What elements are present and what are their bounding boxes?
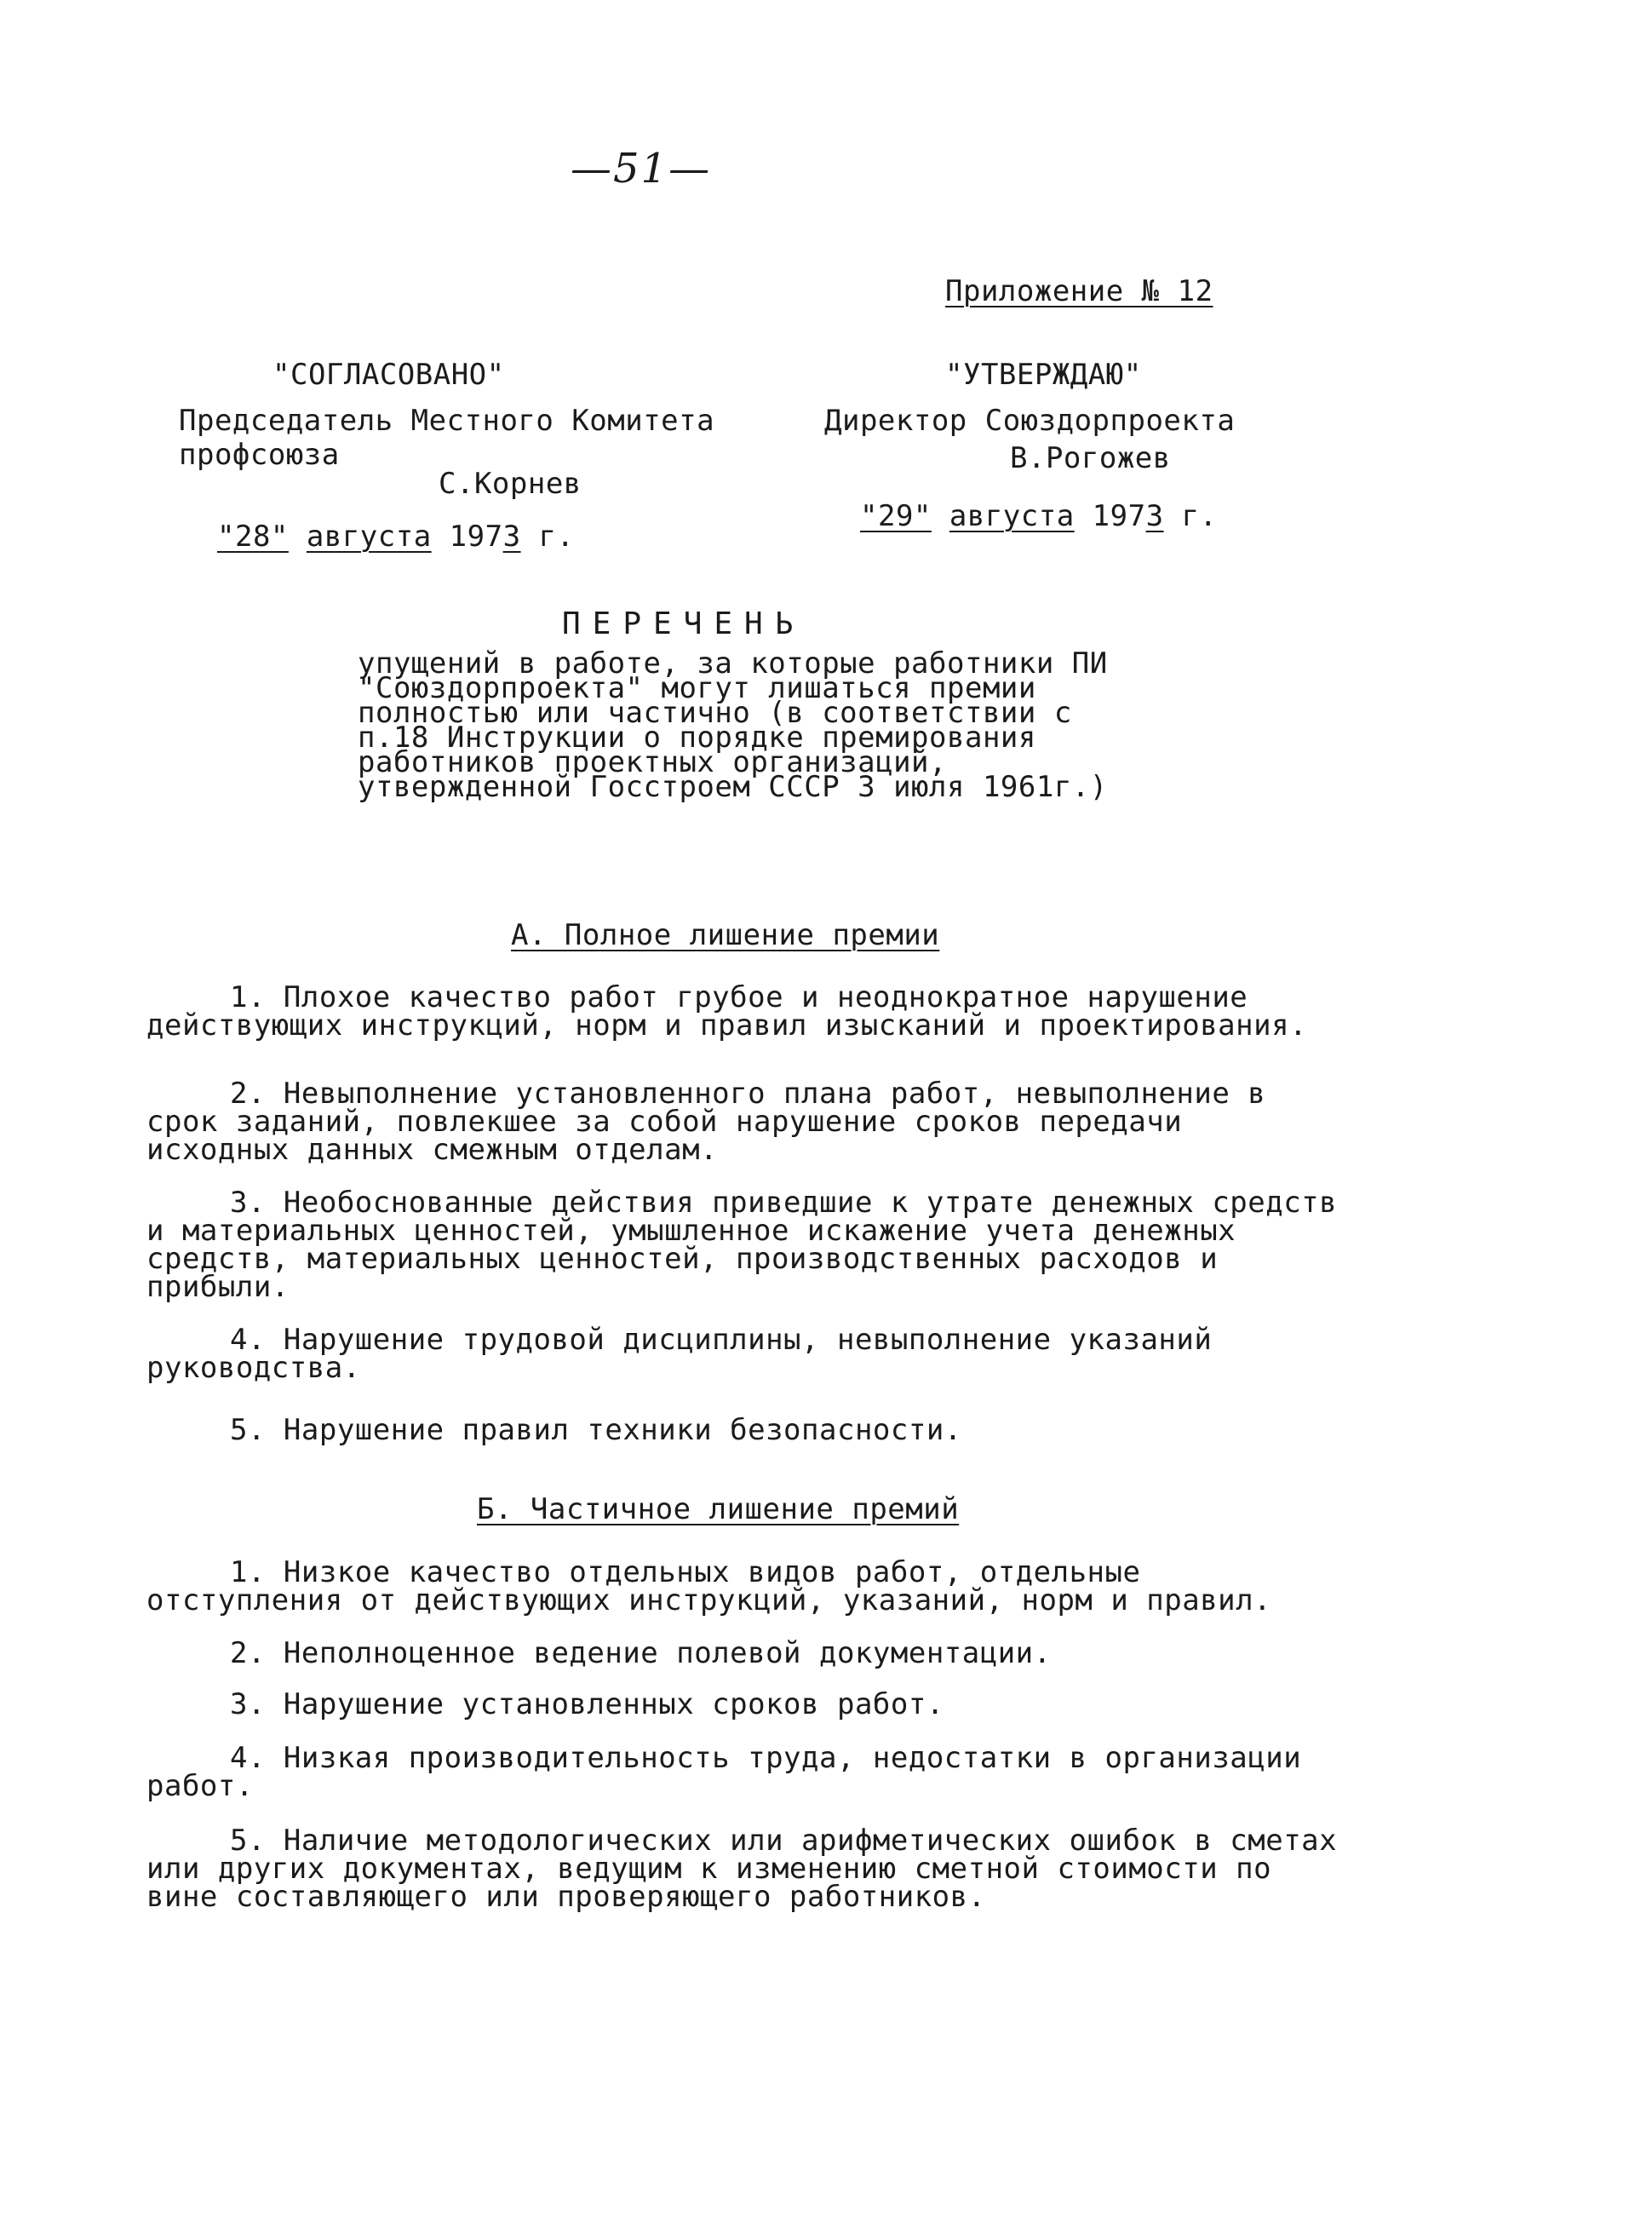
section-a-item: 4. Нарушение трудовой дисциплины, невыполнение указаний руководства. — [146, 1323, 1213, 1385]
document-title: ПЕРЕЧЕНЬ — [562, 606, 806, 641]
approved-position-line1: Директор Союздорпроекта — [824, 404, 1236, 438]
approved-date-day: "29" — [860, 499, 932, 533]
agreed-date-day: "28" — [217, 520, 289, 554]
agreed-date-month: августа — [306, 520, 432, 554]
approved-date — [860, 499, 1235, 533]
section-a-item: 2. Невыполнение установленного плана работ, невыполнение в срок заданий, повлекшее за собой нарушение сроков передачи исходных данных смежным отделам. — [146, 1077, 1266, 1167]
section-b-item: 5. Наличие методологических или арифметических ошибок в сметах или других документах, ведущим к изменению сметной стоимости по вине составляющего или проверяющего работников. — [146, 1824, 1338, 1914]
approved-date-year-digit: 3 — [1145, 499, 1164, 533]
approval-stamp-left — [179, 358, 714, 554]
section-b-item: 4. Низкая производительность труда, недостатки в организации работ. — [146, 1741, 1302, 1803]
approved-date-month: августа — [949, 499, 1075, 533]
agreed-signatory-name: С.Корнев — [439, 467, 582, 501]
section-b-item: 1. Низкое качество отдельных видов работ, отдельные отступления от действующих инструкций, указаний, норм и правил. — [146, 1555, 1272, 1617]
section-b-item: 3. Нарушение установленных сроков работ. — [230, 1687, 944, 1721]
agreed-date — [217, 520, 714, 554]
appendix-label: Приложение № 12 — [945, 274, 1213, 308]
approved-date-year-prefix: 197 — [1092, 499, 1146, 533]
agreed-date-suffix: г. — [538, 520, 575, 554]
section-b-heading: Б. Частичное лишение премий — [477, 1492, 960, 1526]
section-a-item: 5. Нарушение правил техники безопасности. — [230, 1413, 962, 1447]
approved-signatory-name: В.Рогожев — [1010, 441, 1171, 475]
agreed-position-line1: Председатель Местного Комитета — [179, 404, 715, 438]
approved-date-suffix: г. — [1181, 499, 1218, 533]
page-number: —51— — [571, 145, 712, 192]
agreed-position-line2: профсоюза — [179, 438, 340, 472]
section-a-item: 1. Плохое качество работ грубое и неоднократное нарушение действующих инструкций, норм и правил изысканий и проектирования. — [146, 980, 1308, 1043]
section-a-heading: А. Полное лишение премии — [511, 918, 940, 952]
agreed-date-year-prefix: 197 — [449, 520, 503, 554]
agreed-header: "СОГЛАСОВАНО" — [272, 358, 505, 392]
section-b-item: 2. Неполноценное ведение полевой документации. — [230, 1636, 1052, 1670]
approval-stamp-right — [824, 358, 1235, 533]
section-a-item: 3. Необоснованные действия приведшие к утрате денежных средств и материальных ценностей, умышленное искажение учета денежных средств, материальных ценностей, производственных расходов и прибыли. — [146, 1186, 1338, 1304]
document-subtitle: упущений в работе, за которые работники ПИ "Союздорпроекта" могут лишаться премии полностью или частично (в соответствии с п.18 Инструкции о порядке премирования работников проектных организаций, утвержденной Госстроем СССР 3 июля 1961г.) — [358, 646, 1108, 804]
approved-header: "УТВЕРЖДАЮ" — [945, 358, 1142, 392]
agreed-date-year-digit: 3 — [502, 520, 521, 554]
